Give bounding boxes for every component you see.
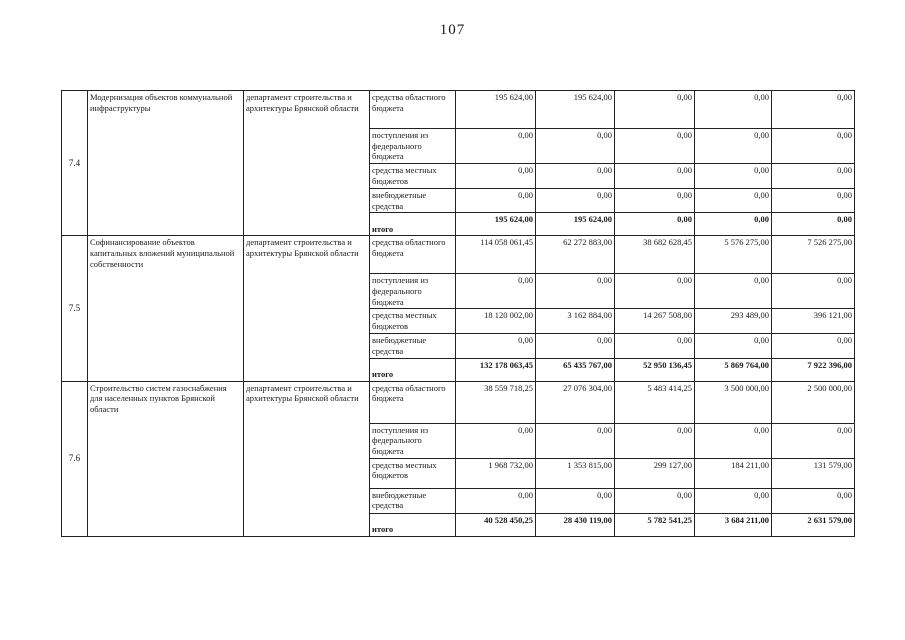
funding-row	[62, 236, 855, 274]
amount-cell: 40 528 450,25	[456, 513, 536, 536]
amount-cell: 0,00	[536, 164, 615, 189]
amount-cell: 0,00	[615, 189, 695, 213]
amount-cell: 18 120 002,00	[456, 309, 536, 334]
amount-cell: 195 624,00	[456, 213, 536, 236]
amount-cell: 0,00	[456, 274, 536, 309]
amount-cell: 0,00	[695, 274, 772, 309]
funding-source: средства местных бюджетов	[370, 458, 456, 488]
amount-cell: 0,00	[772, 91, 855, 129]
amount-cell: 184 211,00	[695, 458, 772, 488]
amount-cell: 5 782 541,25	[615, 513, 695, 536]
funding-source: внебюджетные средства	[370, 488, 456, 513]
amount-cell: 62 272 883,00	[536, 236, 615, 274]
amount-cell: 0,00	[615, 274, 695, 309]
amount-cell: 38 682 628,45	[615, 236, 695, 274]
funding-source: итого	[370, 213, 456, 236]
amount-cell: 7 526 275,00	[772, 236, 855, 274]
amount-cell: 0,00	[615, 91, 695, 129]
amount-cell: 0,00	[695, 334, 772, 358]
amount-cell: 0,00	[615, 334, 695, 358]
amount-cell: 195 624,00	[536, 91, 615, 129]
amount-cell: 396 121,00	[772, 309, 855, 334]
amount-cell: 0,00	[456, 164, 536, 189]
amount-cell: 0,00	[695, 213, 772, 236]
funding-source: средства областного бюджета	[370, 381, 456, 423]
amount-cell: 0,00	[456, 488, 536, 513]
amount-cell: 0,00	[456, 189, 536, 213]
measure-name: Модернизация объектов коммунальной инфраструктуры	[88, 91, 244, 236]
amount-cell: 0,00	[772, 164, 855, 189]
amount-cell: 0,00	[615, 213, 695, 236]
funding-source: итого	[370, 513, 456, 536]
section-number: 7.5	[62, 236, 88, 381]
amount-cell: 0,00	[772, 213, 855, 236]
funding-source: средства областного бюджета	[370, 91, 456, 129]
amount-cell: 0,00	[772, 129, 855, 164]
amount-cell: 0,00	[536, 274, 615, 309]
executor: департамент строительства и архитектуры Брянской области	[244, 381, 370, 536]
section-number: 7.4	[62, 91, 88, 236]
budget-table-body	[62, 91, 855, 537]
page-number: 107	[439, 22, 466, 38]
amount-cell: 132 178 063,45	[456, 358, 536, 381]
amount-cell: 3 162 884,00	[536, 309, 615, 334]
funding-source: поступления из федерального бюджета	[370, 129, 456, 164]
amount-cell: 0,00	[695, 129, 772, 164]
amount-cell: 293 489,00	[695, 309, 772, 334]
measure-name: Софинансирование объектов капитальных вложений муниципальной собственности	[88, 236, 244, 381]
amount-cell: 27 076 304,00	[536, 381, 615, 423]
amount-cell: 0,00	[772, 274, 855, 309]
amount-cell: 0,00	[536, 423, 615, 458]
funding-source: средства местных бюджетов	[370, 164, 456, 189]
section-number: 7.6	[62, 381, 88, 536]
amount-cell: 195 624,00	[456, 91, 536, 129]
amount-cell: 0,00	[615, 164, 695, 189]
amount-cell: 114 058 061,45	[456, 236, 536, 274]
amount-cell: 0,00	[615, 129, 695, 164]
budget-table	[61, 90, 855, 537]
amount-cell: 0,00	[536, 189, 615, 213]
amount-cell: 0,00	[615, 423, 695, 458]
funding-source: поступления из федерального бюджета	[370, 423, 456, 458]
amount-cell: 28 430 119,00	[536, 513, 615, 536]
amount-cell: 5 483 414,25	[615, 381, 695, 423]
amount-cell: 65 435 767,00	[536, 358, 615, 381]
amount-cell: 0,00	[695, 91, 772, 129]
amount-cell: 0,00	[536, 334, 615, 358]
amount-cell: 195 624,00	[536, 213, 615, 236]
amount-cell: 0,00	[695, 164, 772, 189]
amount-cell: 0,00	[695, 189, 772, 213]
amount-cell: 14 267 508,00	[615, 309, 695, 334]
amount-cell: 131 579,00	[772, 458, 855, 488]
funding-source: поступления из федерального бюджета	[370, 274, 456, 309]
amount-cell: 2 500 000,00	[772, 381, 855, 423]
amount-cell: 299 127,00	[615, 458, 695, 488]
amount-cell: 0,00	[695, 423, 772, 458]
executor: департамент строительства и архитектуры Брянской области	[244, 91, 370, 236]
amount-cell: 0,00	[772, 423, 855, 458]
executor: департамент строительства и архитектуры Брянской области	[244, 236, 370, 381]
funding-source: средства областного бюджета	[370, 236, 456, 274]
funding-source: внебюджетные средства	[370, 334, 456, 358]
funding-source: итого	[370, 358, 456, 381]
amount-cell: 52 950 136,45	[615, 358, 695, 381]
funding-source: средства местных бюджетов	[370, 309, 456, 334]
amount-cell: 0,00	[536, 488, 615, 513]
funding-source: внебюджетные средства	[370, 189, 456, 213]
amount-cell: 3 684 211,00	[695, 513, 772, 536]
amount-cell: 7 922 396,00	[772, 358, 855, 381]
amount-cell: 0,00	[456, 423, 536, 458]
funding-row	[62, 91, 855, 129]
amount-cell: 1 968 732,00	[456, 458, 536, 488]
amount-cell: 0,00	[772, 189, 855, 213]
amount-cell: 3 500 000,00	[695, 381, 772, 423]
amount-cell: 0,00	[456, 334, 536, 358]
funding-row	[62, 381, 855, 423]
amount-cell: 0,00	[772, 488, 855, 513]
amount-cell: 38 559 718,25	[456, 381, 536, 423]
amount-cell: 0,00	[456, 129, 536, 164]
amount-cell: 0,00	[536, 129, 615, 164]
amount-cell: 0,00	[772, 334, 855, 358]
amount-cell: 0,00	[615, 488, 695, 513]
amount-cell: 1 353 815,00	[536, 458, 615, 488]
amount-cell: 5 576 275,00	[695, 236, 772, 274]
amount-cell: 5 869 764,00	[695, 358, 772, 381]
amount-cell: 0,00	[695, 488, 772, 513]
measure-name: Строительство систем газоснабжения для населенных пунктов Брянской области	[88, 381, 244, 536]
amount-cell: 2 631 579,00	[772, 513, 855, 536]
